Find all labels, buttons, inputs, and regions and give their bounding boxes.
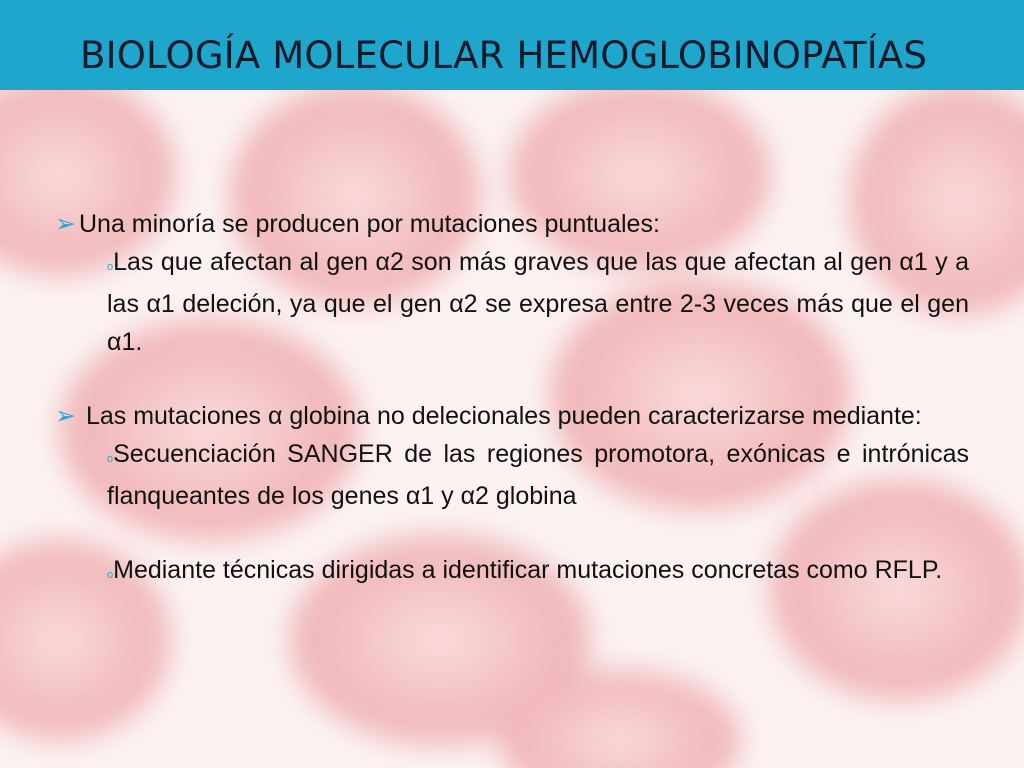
sub-bullet-text: Secuenciación SANGER de las regiones promotora, exónicas e intrónicas flanqueantes de los genes α1 y α2 globina [107,439,969,510]
title-bar [0,0,1024,90]
spacer [55,361,969,398]
slide-body [55,206,969,594]
sub-bullet-item [107,552,969,595]
spacer [55,516,969,552]
bullet-item [55,398,969,436]
sub-bullet-item [107,436,969,516]
hollow-circle-icon: o [107,260,114,273]
sub-bullet-text: Las que afectan al gen α2 son más graves que las que afectan al gen α1 y a las α1 deleción, ya que el gen α2 se expresa entre 2-3 veces más que el gen α1. [107,247,969,356]
sub-bullet-item [107,244,969,362]
bullet-item [55,206,969,244]
hollow-circle-icon: o [107,452,114,465]
arrow-bullet-icon: ➢ [55,210,76,238]
bullet-text: Las mutaciones α globina no delecionales pueden caracterizarse mediante: [79,402,922,430]
sub-bullet-text: Mediante técnicas dirigidas a identificar mutaciones concretas como RFLP. [113,555,943,584]
bullet-text: Una minoría se producen por mutaciones puntuales: [79,210,660,238]
hollow-circle-icon: o [107,568,114,581]
slide-title: BIOLOGÍA MOLECULAR HEMOGLOBINOPATÍAS [80,34,928,77]
arrow-bullet-icon: ➢ [55,402,76,430]
